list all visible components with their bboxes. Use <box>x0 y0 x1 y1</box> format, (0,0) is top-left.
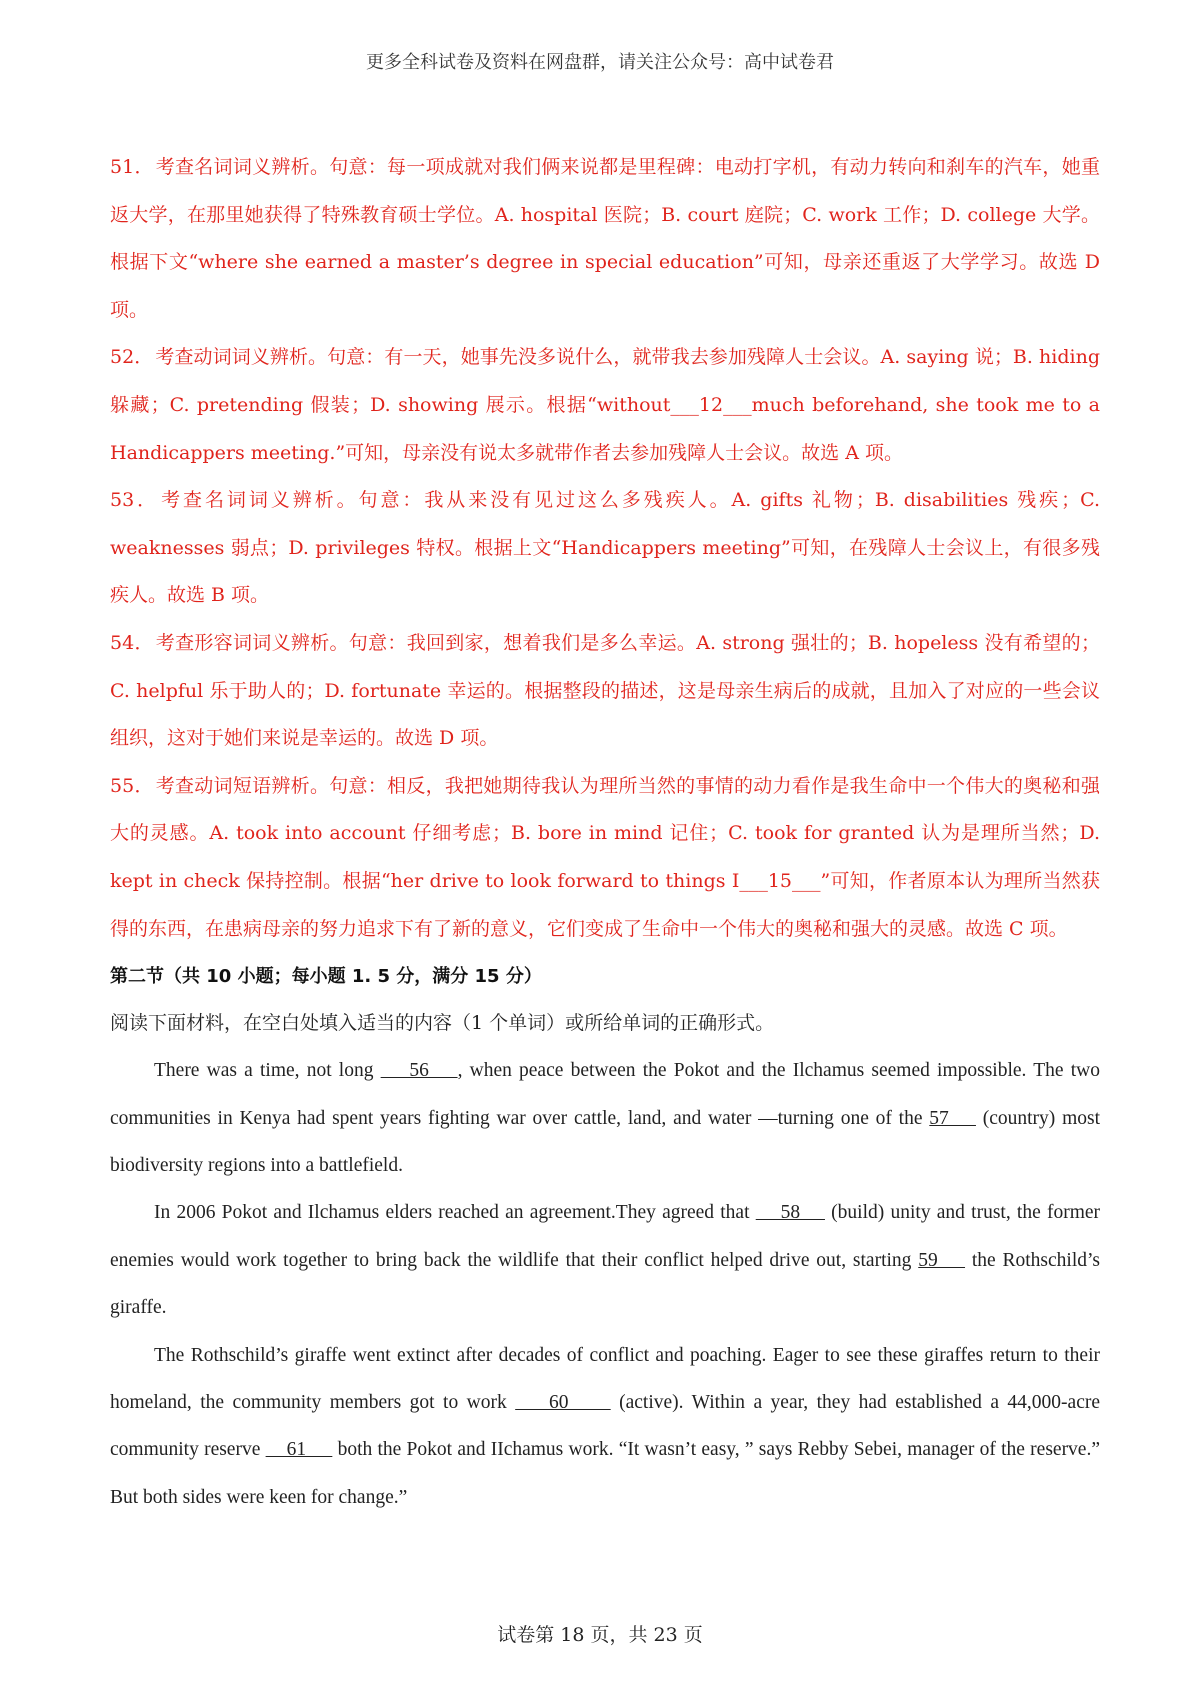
passage-text: There was a time, not long <box>154 1060 381 1082</box>
blank-59: 59 <box>918 1249 966 1271</box>
passage-text: the Rothschild’s giraffe. <box>110 1249 1101 1319</box>
passage-text: In 2006 Pokot and Ilchamus elders reached an agreement.They agreed that <box>154 1202 756 1224</box>
passage-text: (build) unity and trust, the former enemies would work together to bring back the wildlife that their conflict helped drive out, starting <box>110 1202 1101 1271</box>
passage-text: , when peace between the Pokot and the Ilchamus seemed impossible. The two communities in Kenya had spent years fighting war over cattle, land, and water —turning one of the <box>110 1060 1100 1129</box>
passage-paragraph-1 <box>110 1047 1100 1189</box>
answer-text: 考查名词词义辨析。句意：每一项成就对我们俩来说都是里程碑：电动打字机，有动力转向和刹车的汽车，她重返大学，在那里她获得了特殊教育硕士学位。A. hospital 医院；B. court 庭院；C. work 工作；D. college 大学。根据下文“where she earned a master’s degree in special education”可知，母亲还重返了大学学习。故选 D 项。 <box>110 156 1100 321</box>
passage-text: The Rothschild’s giraffe went extinct after decades of conflict and poaching. Eager to see these giraffes return to their homeland, the community members got to work <box>110 1344 1100 1413</box>
answer-number: 51． <box>110 156 154 178</box>
section-title: 第二节（共 10 小题；每小题 1. 5 分，满分 15 分） <box>110 966 542 988</box>
blank-60: 60 <box>515 1391 611 1413</box>
answer-text: 考查形容词词义辨析。句意：我回到家，想着我们是多么幸运。A. strong 强壮的；B. hopeless 没有希望的；C. helpful 乐于助人的；D. fortunate 幸运的。根据整段的描述，这是母亲生病后的成就，且加入了对应的一些会议组织，这对于她们来说是幸运的。故选 D 项。 <box>110 631 1100 750</box>
answer-55 <box>110 763 1100 953</box>
answer-number: 55． <box>110 774 154 797</box>
answer-text: 考查动词词义辨析。句意：有一天，她事先没多说什么，就带我去参加残障人士会议。A. saying 说；B. hiding 躲藏；C. pretending 假装；D. showing 展示。根据“without___12___much beforehand, she took me to a Handicappers meeting.”可知，母亲没有说太多就带作者去参加残障人士会议。故选 A 项。 <box>110 346 1101 464</box>
section-instruction: 阅读下面材料，在空白处填入适当的内容（1 个单词）或所给单词的正确形式。 <box>110 1012 775 1035</box>
page-header: 更多全科试卷及资料在网盘群，请关注公众号：高中试卷君 <box>366 52 834 73</box>
answer-53 <box>110 477 1100 620</box>
answer-text: 考查动词短语辨析。句意：相反，我把她期待我认为理所当然的事情的动力看作是我生命中一个伟大的奥秘和强大的灵感。A. took into account 仔细考虑；B. bore in mind 记住；C. took for granted 认为是理所当然；D. kept in check 保持控制。根据“her drive to look forward to things I___15___”可知，作者原本认为理所当然获得的东西，在患病母亲的努力追求下有了新的意义，它们变成了生命中一个伟大的奥秘和强大的灵感。故选 C 项。 <box>110 774 1100 940</box>
blank-61: 61 <box>265 1439 333 1461</box>
passage-text: both the Pokot and IIchamus work. “It wasn’t easy, ” says Rebby Sebei, manager of the reserve.” But both sides were keen for change.” <box>110 1439 1100 1508</box>
page-footer: 试卷第 18 页，共 23 页 <box>497 1624 703 1646</box>
blank-58: 58 <box>755 1202 825 1224</box>
answer-54 <box>110 620 1100 763</box>
passage-text: (country) most biodiversity regions into a battlefield. <box>110 1107 1101 1176</box>
answer-number: 52． <box>110 346 154 369</box>
passage-paragraph-2 <box>110 1189 1100 1331</box>
answer-number: 53． <box>110 489 160 512</box>
answer-number: 54． <box>110 631 154 654</box>
answer-51 <box>110 144 1100 334</box>
passage-text: (active). Within a year, they had established a 44,000-acre community reserve <box>110 1391 1101 1461</box>
answer-text: 考查名词词义辨析。句意：我从来没有见过这么多残疾人。A. gifts 礼物；B. disabilities 残疾；C. weaknesses 弱点；D. privileges 特权。根据上文“Handicappers meeting”可知，在残障人士会议上，有很多残疾人。故选 B 项。 <box>110 489 1100 607</box>
blank-57: 57 <box>929 1107 976 1129</box>
document-body <box>110 144 1100 1521</box>
blank-56: 56 <box>380 1060 458 1082</box>
passage-paragraph-3 <box>110 1332 1100 1522</box>
answer-52 <box>110 334 1100 477</box>
